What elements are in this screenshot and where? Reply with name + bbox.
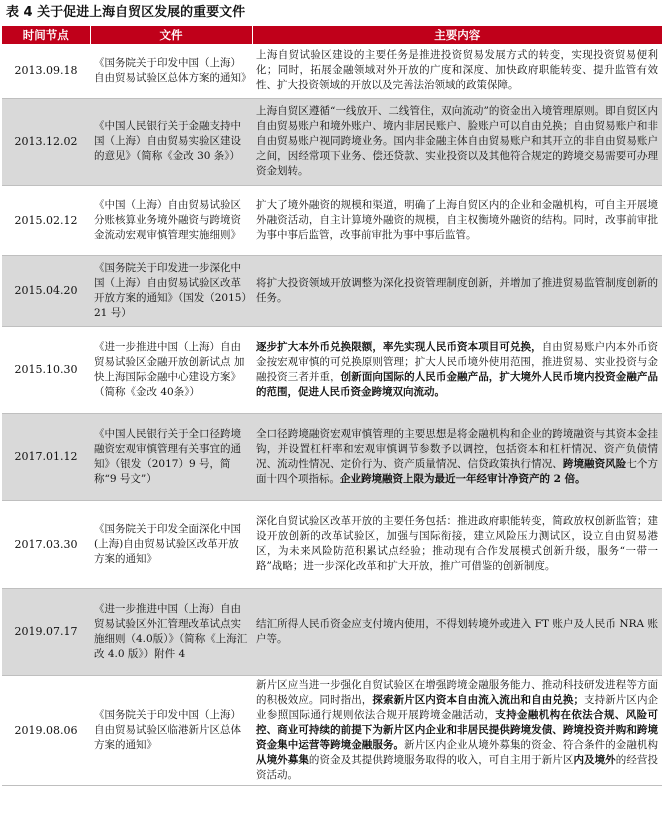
content-text: 将扩大投资领域开放调整为深化投资管理制度创新，并增加了推进贸易监管制度创新的任务。 xyxy=(256,276,658,304)
content-emphasis: 企业跨境融资上限为最近一年经审计净资产的 2 倍。 xyxy=(340,472,586,485)
row-document: 《国务院关于印发全面深化中国(上海)自由贸易试验区改革开放方案的通知》 xyxy=(90,500,252,588)
content-text: 新片区应当进一步强化自贸试验区在增强跨境金融服务能力、推动科技研发进程等方面的积极效应。同时指出， xyxy=(256,678,658,706)
content-emphasis: 创新面向国际的人民币金融产品，扩大境外人民币境内投资金融产品的范围，促进人民币资金跨境双向流动。 xyxy=(256,370,659,398)
row-date: 2017.01.12 xyxy=(2,413,90,500)
header-date: 时间节点 xyxy=(2,26,90,44)
content-text: 结汇所得人民币资金应支付境内使用，不得划转境外或进入 FT 账户及人民币 NRA 账户等。 xyxy=(256,617,658,645)
row-date: 2015.02.12 xyxy=(2,185,90,255)
content-text: 扩大了境外融资的规模和渠道，明确了上海自贸区内的企业和金融机构，可自主开展境外融资活动，自主计算境外融资的规模，自主权衡境外融资的结构。同时，改事前审批为事中事后监管，改事前审批为事中事后监管。 xyxy=(256,198,658,241)
table-row xyxy=(2,98,662,185)
row-content xyxy=(252,675,662,785)
table-row xyxy=(2,185,662,255)
documents-table xyxy=(2,26,662,786)
content-text: 的经营投资活动。 xyxy=(256,753,659,781)
content-emphasis: 逐步扩大本外币兑换限额，率先实现人民币资本项目可兑换， xyxy=(256,340,542,353)
table-body xyxy=(2,44,662,785)
content-text: 七个方面十四个项指标。 xyxy=(256,457,659,485)
row-date: 2013.12.02 xyxy=(2,98,90,185)
row-content xyxy=(252,326,662,413)
row-content xyxy=(252,44,662,98)
table-row xyxy=(2,255,662,326)
row-document: 《中国人民银行关于金融支持中国（上海）自由贸易实验区建设的意见》（简称《金改 30 条》） xyxy=(90,98,252,185)
row-date: 2013.09.18 xyxy=(2,44,90,98)
row-content xyxy=(252,588,662,675)
content-text: 全口径跨境融资宏观审慎管理的主要思想是将金融机构和企业的跨境融资与其资本金挂钩，并设置杠杆率和宏观审慎调节参数予以调控，包括资本和杠杆情况、资产负债情况、流动性情况、定价行为、资产质量情况、信贷政策执行情况、 xyxy=(256,427,658,470)
table-row xyxy=(2,326,662,413)
content-emphasis: 内及境外 xyxy=(573,753,616,766)
content-emphasis: 跨境融资风险 xyxy=(562,457,627,470)
row-document: 《中国（上海）自由贸易试验区分账核算业务境外融资与跨境资金流动宏观审慎管理实施细则》 xyxy=(90,185,252,255)
header-content: 主要内容 xyxy=(252,26,662,44)
content-emphasis: 从境外募集 xyxy=(256,753,309,766)
row-content xyxy=(252,500,662,588)
header-document: 文件 xyxy=(90,26,252,44)
row-document: 《进一步推进中国（上海）自由贸易试验区外汇管理改革试点实施细则（4.0版）》（简称《上海汇改 4.0 版》）附件 4 xyxy=(90,588,252,675)
row-content xyxy=(252,413,662,500)
table-row xyxy=(2,588,662,675)
content-text: 的资金及其提供跨境服务取得的收入，可自主用于新片区 xyxy=(308,753,574,766)
table-row xyxy=(2,675,662,785)
row-document: 《国务院关于印发中国（上海）自由贸易试验区临港新片区总体方案的通知》 xyxy=(90,675,252,785)
table-caption: 表 4 关于促进上海自贸区发展的重要文件 xyxy=(6,5,246,20)
row-document: 《中国人民银行关于全口径跨境融资宏观审慎管理有关事宜的通知》（银发（2017）9 号，简称“9 号文”） xyxy=(90,413,252,500)
table-header-row xyxy=(2,26,662,44)
row-date: 2015.04.20 xyxy=(2,255,90,326)
row-document: 《国务院关于印发进一步深化中国（上海）自由贸易试验区改革开放方案的通知》（国发（2015）21 号） xyxy=(90,255,252,326)
row-content xyxy=(252,255,662,326)
table-row xyxy=(2,44,662,98)
row-content xyxy=(252,98,662,185)
row-date: 2017.03.30 xyxy=(2,500,90,588)
row-document: 《进一步推进中国（上海）自由贸易试验区金融开放创新试点 加快上海国际金融中心建设方案》（简称《金改 40条》） xyxy=(90,326,252,413)
content-emphasis: 探索新片区内资本自由流入流出和自由兑换； xyxy=(372,693,584,706)
content-emphasis: 支持金融机构在依法合规、风险可控、商业可持续的前提下为新片区内企业和非居民提供跨境发债、跨境投资并购和跨境资金集中运营等跨境金融服务。 xyxy=(256,708,658,751)
content-text: 支持新片区内企业参照国际通行规则依法合规开展跨境金融活动， xyxy=(256,693,659,721)
row-date: 2015.10.30 xyxy=(2,326,90,413)
content-text: 上海自贸试验区建设的主要任务是推进投资贸易发展方式的转变，实现投资贸易便利化；同时，拓展金融领域对外开放的广度和深度、加快政府职能转变、提升监管有效性、扩大投资领域的开放以及完善法治领域的政策保障。 xyxy=(256,49,658,92)
row-date: 2019.08.06 xyxy=(2,675,90,785)
content-text: 自由贸易账户内本外币资金按宏观审慎的可兑换原则管理；扩大人民币境外使用范围，推进贸易、实业投资与金融投资三者并重， xyxy=(256,340,659,383)
row-document: 《国务院关于印发中国（上海）自由贸易试验区总体方案的通知》 xyxy=(90,44,252,98)
content-text: 上海自贸区遵循“一线放开、二线管住，双向流动”的资金出入境管理原则。即自贸区内自由贸易账户和境外账户、境内非居民账户、脸账户可以自由兑换；自由贸易账户和非自由贸易账户视同跨境业务。国内非金融主体自由贸易账户和其开立的非自由贸易账户之间，因经常项下业务、偿还贷款、实业投资以及其他符合规定的跨境交易需要可办理资金划转。 xyxy=(256,105,658,177)
table-row xyxy=(2,500,662,588)
content-text: 深化自贸试验区改革开放的主要任务包括：推进政府职能转变，简政放权创新监管；建设开放创新的改革试验区，加强与国际衔接，建立风险压力测试区，设立自由贸易港区，为未来风险防范积累试点经验；推动现有合作发展模式创新升级，服务“一带一路”战略；进一步深化改革和扩大开放，推广可借鉴的创新制度。 xyxy=(256,515,658,572)
table-row xyxy=(2,413,662,500)
row-date: 2019.07.17 xyxy=(2,588,90,675)
content-text: 新片区内企业从境外募集的资金、符合条件的金融机构 xyxy=(404,738,659,751)
row-content xyxy=(252,185,662,255)
